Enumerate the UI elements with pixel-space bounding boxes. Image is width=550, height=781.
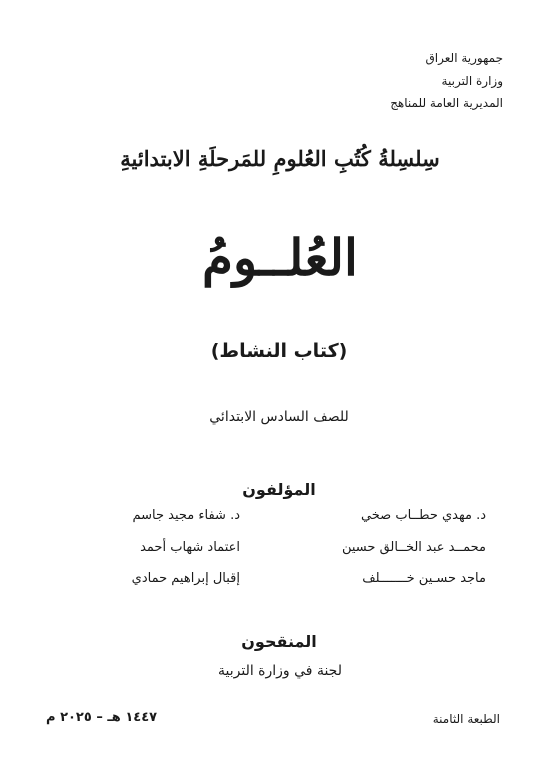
book-title: العُلــومُ bbox=[202, 228, 358, 287]
book-subtitle: (كتاب النشاط) bbox=[210, 340, 348, 362]
directorate-line: المديرية العامة للمناهج bbox=[390, 96, 503, 110]
publication-date: ١٤٤٧ هـ – ٢٠٢٥ م bbox=[46, 710, 158, 725]
author-name: إقبال إبراهيم حمادي bbox=[131, 571, 240, 586]
reviewers-heading: المنقحون bbox=[241, 632, 317, 651]
author-name: محمــد عبد الخــالق حسين bbox=[341, 540, 486, 555]
edition-label: الطبعة الثامنة bbox=[432, 712, 500, 726]
author-name: اعتماد شهاب أحمد bbox=[140, 540, 240, 555]
author-name: ماجد حسـين خـــــــلف bbox=[362, 571, 486, 586]
author-name: د. شفاء مجيد جاسم bbox=[132, 508, 240, 523]
country-line: جمهورية العراق bbox=[425, 51, 503, 65]
authors-heading: المؤلفون bbox=[242, 480, 316, 499]
author-name: د. مهدي حطــاب صخي bbox=[360, 508, 486, 523]
ministry-line: وزارة التربية bbox=[441, 74, 503, 88]
grade-level: للصف السادس الابتدائي bbox=[209, 409, 349, 425]
series-title: سِلسِلةُ كُتُبِ العُلومِ للمَرحلَةِ الابتدائيةِ bbox=[120, 146, 440, 171]
reviewers-text: لجنة في وزارة التربية bbox=[218, 663, 342, 679]
